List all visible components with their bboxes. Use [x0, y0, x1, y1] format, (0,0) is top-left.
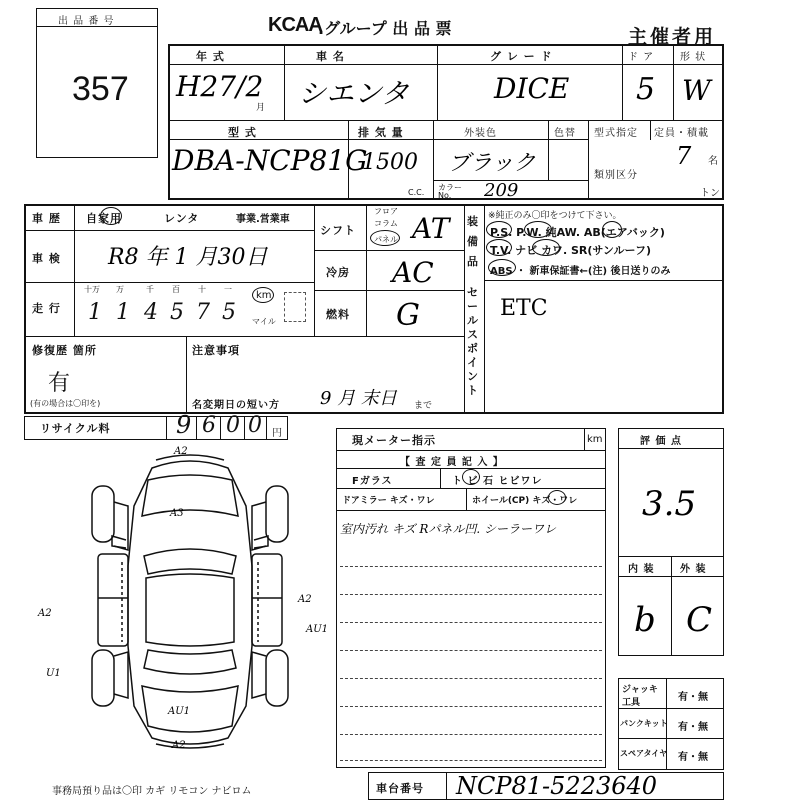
shift-value: AT — [412, 212, 450, 245]
glass-label: Fガラス — [352, 476, 393, 487]
lot-number: 357 — [72, 70, 129, 108]
fuel-value: G — [396, 298, 420, 333]
navi-circle — [532, 239, 560, 256]
evaluation-score: 3.5 — [642, 484, 697, 524]
capacity-label: 定員・積載 — [654, 128, 709, 139]
shift-label: シフト — [320, 224, 356, 237]
business-option: 事業.営業車 — [236, 214, 290, 225]
equipment-line-1: P.S. P.W. 純AW. AB(エアバック) — [490, 226, 665, 239]
mile-checkbox — [284, 292, 306, 322]
wheel-scratch-circle — [548, 490, 566, 505]
mark-a3-hood: A3 — [170, 508, 184, 519]
car-roof — [146, 574, 234, 646]
door-value: 5 — [636, 72, 656, 107]
car-windshield — [144, 549, 236, 574]
mileage-label: 走 行 — [32, 302, 61, 315]
mirror-label: ドアミラー キズ・ワレ — [342, 496, 435, 506]
office-note: 事務局預り品は〇印 カギ リモコン ナビロム — [52, 786, 252, 797]
color-no-value: 209 — [484, 180, 519, 201]
mileage-unit-4: 十 — [198, 285, 206, 294]
mile-option: マイル — [252, 317, 276, 326]
puncture-kit-presence: 有・無 — [678, 722, 708, 733]
form-title: .グループ 出 品 票 — [318, 19, 452, 38]
class-label: 類別区分 — [594, 170, 638, 181]
displacement-label: 排 気 量 — [358, 126, 404, 139]
car-name-label: 車 名 — [316, 50, 345, 63]
interior-label: 内 装 — [628, 564, 655, 575]
mileage-unit-2: 千 — [146, 285, 154, 294]
private-use-option: 自家用 — [86, 212, 122, 225]
meter-unit: km — [587, 434, 603, 445]
history-label: 車 歴 — [32, 212, 61, 225]
meter-label: 現メーター指示 — [352, 434, 436, 447]
car-hood — [142, 475, 238, 516]
shift-panel-circle — [370, 230, 400, 246]
model-value: DBA-NCP81G — [172, 144, 368, 177]
mileage-digit-2: 4 — [144, 300, 158, 325]
spare-tire-label: スペアタイヤ — [620, 749, 668, 758]
km-circle — [252, 287, 274, 303]
exterior-grade-value: C — [686, 600, 713, 640]
mileage-unit-5: 一 — [224, 285, 232, 294]
color-change-label: 色替 — [554, 128, 576, 139]
mileage-digit-4: 7 — [196, 300, 210, 325]
recycle-digit-0: 9 — [176, 411, 192, 439]
sales-side-label: セールスポイント — [467, 286, 478, 397]
cc-unit: C.C. — [408, 188, 425, 197]
door-label: ド ア — [628, 52, 655, 63]
mark-u1-left: U1 — [46, 668, 61, 679]
expiry-suffix: まで — [414, 401, 433, 411]
front-bumper — [156, 455, 224, 460]
expiry-value: 9 月 末日 — [320, 388, 397, 409]
right-doors — [252, 554, 282, 646]
copy-label: 主催者用 — [628, 26, 717, 48]
equipment-side-label: 装備品 — [467, 215, 478, 268]
recycle-digit-3: 0 — [248, 413, 262, 438]
shift-option-floor: フロア — [374, 207, 398, 216]
car-name-value: シエンタ — [298, 77, 409, 110]
rental-option: レンタ — [164, 212, 200, 225]
spare-tire-presence: 有・無 — [678, 752, 708, 763]
shape-label: 形 状 — [680, 52, 707, 63]
recycle-digit-1: 6 — [202, 413, 216, 438]
chip-circle — [462, 469, 480, 485]
private-use-circle — [100, 207, 122, 225]
front-left-wheel — [92, 486, 114, 542]
month-suffix: 月 — [256, 103, 266, 113]
mileage-digit-3: 5 — [170, 300, 184, 325]
mileage-unit-0: 十万 — [84, 285, 100, 294]
notes-label: 注意事項 — [192, 344, 240, 357]
repair-value: 有 — [48, 371, 71, 396]
lot-number-label: 出 品 番 号 — [58, 16, 115, 27]
exterior-color-label: 外装色 — [464, 128, 497, 139]
left-front-fender — [114, 502, 128, 550]
left-doors — [98, 554, 128, 646]
mileage-digit-0: 1 — [88, 300, 102, 325]
glass-options: ト ビ 石 ヒビワレ — [452, 476, 543, 487]
equipment-note: ※純正のみ〇印をつけて下さい。 — [488, 211, 622, 221]
rear-right-wheel — [266, 650, 288, 706]
color-value: ブラック — [448, 151, 536, 176]
mark-a2-bottom: A2 — [172, 740, 186, 751]
mark-a2-left: A2 — [38, 608, 52, 619]
jack-label: ジャッキ 工具 — [622, 685, 658, 708]
short-expiry-label: 名変期日の短い方 — [192, 400, 280, 411]
abs-circle — [488, 259, 516, 276]
grade-label: グ レ ー ド — [490, 50, 553, 63]
model-label: 型 式 — [228, 126, 257, 139]
pw-circle — [524, 221, 552, 238]
capacity-value: 7 — [676, 142, 692, 170]
remarks-text: 室内汚れ キズ Rパネル凹. シーラーワレ — [340, 522, 557, 536]
recycle-unit: 円 — [272, 428, 282, 439]
puncture-kit-label: パンクキット — [620, 719, 668, 728]
inspection-value: R8 年 1 月30日 — [108, 245, 268, 270]
shift-option-column: コラム — [374, 219, 398, 228]
mileage-digit-1: 1 — [116, 300, 130, 325]
inspector-header: 【 査 定 員 記 入 】 — [400, 457, 504, 468]
chassis-number: NCP81-5223640 — [456, 772, 658, 800]
mark-au1-rear: AU1 — [168, 706, 191, 717]
mileage-digit-5: 5 — [222, 300, 236, 325]
interior-grade-value: b — [634, 600, 656, 640]
chassis-label: 車台番号 — [376, 782, 424, 795]
tv-circle — [486, 239, 512, 256]
front-right-wheel — [266, 486, 288, 542]
fuel-label: 燃料 — [326, 308, 350, 321]
ac-value: AC — [392, 256, 434, 289]
shape-value: W — [682, 74, 711, 107]
left-rear-fender — [114, 652, 128, 698]
displacement-value: 1500 — [362, 150, 418, 175]
right-mirror — [254, 536, 268, 548]
rear-left-wheel — [92, 650, 114, 706]
mark-a2-top: A2 — [174, 446, 188, 457]
sales-point-value: ETC — [500, 296, 548, 321]
recycle-label: リサイクル料 — [40, 422, 111, 435]
ab-circle — [602, 221, 622, 238]
mileage-unit-1: 万 — [116, 285, 124, 294]
repair-label: 修復歴 箇所 — [32, 344, 97, 357]
exterior-grade-label: 外 装 — [680, 564, 707, 575]
mileage-unit-3: 百 — [172, 285, 180, 294]
ps-circle — [486, 221, 512, 238]
year-label: 年 式 — [196, 50, 225, 63]
type-spec-label: 型式指定 — [594, 128, 638, 139]
repair-note: (有の場合は〇印を) — [30, 399, 101, 408]
equipment-line-3: ABS ・ 新車保証書←(注) 後日送りのみ — [490, 266, 671, 277]
right-front-fender — [252, 502, 266, 550]
equipment-line-2: T.V. ナビ カワ. SR(サンルーフ) — [490, 244, 652, 257]
km-option: km — [256, 290, 272, 301]
right-rear-fender — [252, 652, 266, 698]
color-no-label: カラー No. — [438, 183, 462, 200]
ac-label: 冷房 — [326, 266, 350, 279]
brand-logo: KCAA — [268, 14, 322, 36]
shift-option-panel: パネル — [374, 235, 398, 244]
left-mirror — [112, 536, 126, 548]
evaluation-label: 評 価 点 — [640, 436, 682, 447]
mark-a2-right: A2 — [298, 594, 312, 605]
jack-presence: 有・無 — [678, 692, 708, 703]
wheel-label: ホイール(CP) キズ・ワレ — [472, 496, 578, 506]
car-rear-window — [144, 650, 236, 674]
ton-unit: トン — [700, 188, 720, 199]
recycle-digit-2: 0 — [226, 413, 240, 438]
grade-value: DICE — [494, 72, 570, 105]
capacity-unit: 名 — [708, 156, 718, 167]
mark-au1-right: AU1 — [306, 624, 329, 635]
year-value: H27/2 — [176, 70, 264, 103]
inspection-label: 車 検 — [32, 252, 61, 265]
